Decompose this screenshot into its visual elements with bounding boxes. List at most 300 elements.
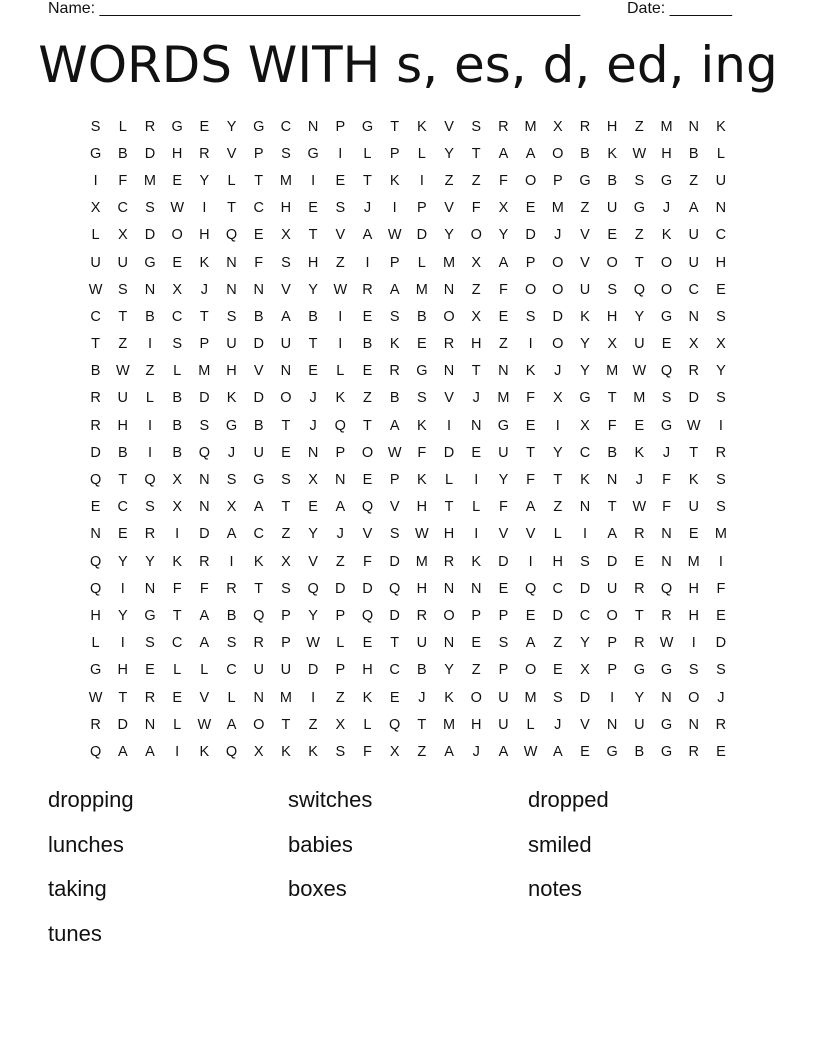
grid-cell: F	[363, 743, 372, 760]
grid-cell: U	[606, 580, 618, 597]
grid-cell: I	[419, 172, 424, 189]
grid-cell: Q	[389, 716, 401, 733]
grid-cell: R	[579, 118, 591, 135]
grid-cell: B	[417, 308, 427, 325]
grid-cell: D	[307, 662, 319, 679]
grid-cell: O	[660, 254, 673, 271]
grid-cell: E	[471, 444, 482, 461]
grid-cell: K	[471, 553, 482, 570]
grid-cell: L	[363, 145, 372, 162]
grid-cell: F	[526, 390, 536, 407]
grid-cell: N	[470, 580, 482, 597]
grid-cell: E	[362, 635, 373, 652]
grid-cell: K	[172, 553, 182, 570]
grid-cell: N	[606, 472, 618, 489]
grid-cell: F	[662, 499, 671, 516]
grid-cell: M	[442, 716, 456, 733]
grid-cell: L	[200, 662, 209, 679]
grid-cell: K	[199, 254, 210, 271]
grid-cell: O	[552, 254, 564, 271]
grid-cell: R	[199, 553, 210, 570]
grid-cell: H	[688, 580, 699, 597]
grid-cell: N	[144, 281, 156, 298]
grid-cell: V	[444, 118, 454, 135]
grid-cell: W	[115, 363, 130, 380]
grid-cell: D	[498, 553, 509, 570]
grid-cell: K	[308, 743, 318, 760]
grid-cell: N	[280, 363, 292, 380]
grid-cell: N	[307, 118, 319, 135]
grid-cell: X	[308, 472, 318, 489]
grid-cell: S	[389, 526, 400, 543]
grid-cell: T	[390, 118, 400, 135]
grid-cell: N	[443, 363, 455, 380]
grid-cell: Z	[471, 172, 481, 189]
grid-row	[82, 140, 742, 167]
grid-cell: E	[362, 308, 373, 325]
grid-cell: W	[659, 635, 674, 652]
grid-cell: N	[253, 689, 264, 706]
grid-cell: U	[498, 444, 509, 461]
grid-cell: Y	[580, 336, 590, 353]
grid-cell: W	[387, 444, 402, 461]
grid-cell: H	[416, 580, 428, 597]
grid-cell: Y	[308, 526, 318, 543]
grid-cell: T	[471, 145, 481, 162]
grid-cell: S	[498, 635, 509, 652]
grid-cell: A	[498, 254, 509, 271]
grid-cell: Q	[89, 472, 102, 489]
grid-cell: Z	[634, 227, 644, 244]
grid-cell: S	[281, 580, 291, 597]
grid-cell: B	[308, 308, 318, 325]
grid-cell: G	[361, 118, 374, 135]
grid-row	[82, 521, 742, 548]
grid-cell: X	[90, 200, 101, 217]
grid-cell: H	[606, 308, 618, 325]
grid-cell: T	[363, 172, 372, 189]
grid-cell: T	[254, 172, 264, 189]
grid-cell: Y	[199, 172, 210, 189]
grid-cell: Z	[634, 118, 644, 135]
grid-cell: P	[389, 254, 400, 271]
grid-cell: A	[444, 743, 454, 760]
grid-cell: N	[661, 526, 672, 543]
grid-cell: N	[606, 716, 618, 733]
grid-cell: D	[144, 227, 156, 244]
grid-cell: E	[308, 200, 318, 217]
grid-cell: O	[361, 444, 374, 461]
grid-cell: U	[280, 336, 292, 353]
grid-cell: G	[171, 118, 183, 135]
grid-cell: C	[715, 227, 727, 244]
grid-cell: S	[226, 472, 237, 489]
grid-cell: I	[175, 526, 180, 543]
grid-cell: C	[280, 118, 292, 135]
grid-cell: M	[415, 281, 428, 298]
grid-cell: D	[253, 336, 264, 353]
grid-cell: I	[229, 553, 234, 570]
grid-cell: Y	[716, 363, 726, 380]
grid-cell: G	[660, 308, 673, 325]
grid-cell: W	[632, 499, 647, 516]
grid-cell: X	[117, 227, 128, 244]
grid-cell: S	[145, 200, 155, 217]
grid-cell: U	[688, 499, 699, 516]
grid-cell: C	[171, 308, 183, 325]
grid-cell: D	[579, 689, 591, 706]
grid-cell: A	[226, 526, 237, 543]
grid-cell: X	[552, 390, 563, 407]
grid-cell: U	[253, 662, 264, 679]
grid-cell: I	[93, 172, 98, 189]
grid-cell: U	[416, 635, 428, 652]
grid-cell: J	[336, 526, 344, 543]
grid-cell: V	[362, 526, 373, 543]
grid-row	[82, 738, 742, 765]
grid-cell: I	[528, 553, 533, 570]
grid-cell: P	[498, 607, 509, 624]
grid-cell: T	[689, 444, 699, 461]
grid-cell: P	[471, 607, 482, 624]
grid-cell: Z	[553, 635, 563, 652]
grid-cell: N	[443, 281, 455, 298]
grid-cell: R	[144, 118, 156, 135]
grid-cell: G	[579, 172, 591, 189]
grid-cell: U	[688, 227, 699, 244]
grid-cell: U	[634, 336, 645, 353]
grid-cell: Q	[524, 580, 537, 597]
grid-cell: S	[281, 254, 291, 271]
grid-cell: E	[607, 227, 617, 244]
grid-cell: A	[335, 499, 346, 516]
grid-cell: Y	[498, 472, 509, 489]
grid-cell: Q	[334, 417, 346, 434]
grid-cell: R	[144, 526, 156, 543]
grid-cell: Y	[444, 662, 454, 679]
grid-cell: V	[580, 716, 590, 733]
grid-cell: G	[144, 254, 156, 271]
grid-cell: G	[660, 662, 673, 679]
word-list-item: babies	[288, 831, 353, 857]
grid-cell: V	[226, 145, 237, 162]
grid-cell: Y	[308, 281, 318, 298]
grid-cell: X	[172, 472, 182, 489]
grid-cell: B	[117, 145, 128, 162]
grid-cell: E	[145, 662, 155, 679]
grid-cell: J	[309, 417, 317, 434]
grid-cell: S	[90, 118, 101, 135]
grid-cell: A	[117, 743, 128, 760]
grid-cell: F	[172, 580, 182, 597]
grid-cell: J	[554, 716, 562, 733]
grid-cell: K	[417, 417, 427, 434]
grid-cell: Z	[471, 281, 481, 298]
grid-cell: N	[579, 499, 591, 516]
grid-cell: V	[444, 200, 454, 217]
grid-cell: Y	[634, 308, 645, 325]
grid-cell: E	[172, 254, 182, 271]
grid-cell: I	[120, 580, 125, 597]
grid-cell: W	[686, 417, 701, 434]
grid-cell: E	[172, 689, 182, 706]
grid-cell: G	[416, 363, 428, 380]
grid-cell: E	[281, 444, 291, 461]
grid-cell: N	[199, 499, 210, 516]
grid-cell: S	[580, 553, 590, 570]
grid-row	[82, 548, 742, 575]
word-list-item: tunes	[48, 920, 102, 946]
grid-cell: V	[580, 227, 590, 244]
grid-cell: R	[634, 526, 645, 543]
grid-cell: Y	[117, 553, 128, 570]
grid-cell: T	[363, 417, 372, 434]
grid-cell: T	[281, 716, 291, 733]
grid-cell: S	[117, 281, 128, 298]
grid-cell: I	[718, 417, 723, 434]
grid-row	[82, 331, 742, 358]
grid-cell: E	[498, 580, 509, 597]
grid-cell: K	[389, 336, 400, 353]
grid-cell: X	[688, 336, 699, 353]
grid-cell: A	[362, 227, 373, 244]
grid-cell: J	[554, 363, 562, 380]
grid-cell: Q	[361, 607, 374, 624]
grid-cell: F	[417, 444, 427, 461]
grid-cell: N	[144, 580, 156, 597]
grid-cell: C	[253, 200, 264, 217]
grid-cell: X	[607, 336, 617, 353]
grid-cell: L	[417, 254, 426, 271]
grid-cell: V	[335, 227, 346, 244]
grid-cell: Z	[689, 172, 699, 189]
grid-cell: D	[552, 308, 564, 325]
grid-cell: K	[661, 227, 672, 244]
grid-cell: R	[634, 580, 645, 597]
grid-cell: M	[279, 689, 292, 706]
grid-row	[82, 249, 742, 276]
grid-cell: O	[552, 281, 564, 298]
grid-cell: T	[118, 308, 128, 325]
grid-cell: J	[363, 200, 372, 217]
grid-cell: O	[688, 689, 700, 706]
grid-cell: H	[280, 200, 292, 217]
grid-cell: R	[226, 580, 237, 597]
grid-cell: T	[281, 417, 291, 434]
grid-cell: Z	[363, 390, 372, 407]
grid-cell: C	[688, 281, 699, 298]
grid-cell: I	[447, 417, 452, 434]
grid-cell: O	[552, 336, 564, 353]
grid-cell: X	[172, 499, 182, 516]
grid-cell: B	[389, 390, 400, 407]
grid-row	[82, 466, 742, 493]
grid-cell: G	[606, 743, 618, 760]
grid-cell: T	[254, 580, 264, 597]
grid-cell: T	[526, 444, 536, 461]
word-list-item: switches	[288, 787, 373, 812]
grid-cell: U	[90, 254, 101, 271]
grid-row	[82, 222, 742, 249]
grid-cell: R	[688, 743, 699, 760]
grid-cell: M	[442, 254, 456, 271]
grid-cell: G	[660, 743, 673, 760]
grid-cell: K	[335, 390, 346, 407]
grid-cell: P	[607, 662, 617, 679]
grid-cell: T	[199, 308, 209, 325]
grid-cell: E	[362, 472, 373, 489]
grid-cell: B	[172, 444, 182, 461]
grid-cell: O	[606, 607, 618, 624]
grid-cell: W	[523, 743, 538, 760]
grid-cell: Q	[89, 553, 102, 570]
grid-cell: A	[552, 743, 563, 760]
grid-cell: R	[498, 118, 509, 135]
grid-cell: D	[552, 607, 564, 624]
grid-cell: I	[365, 254, 370, 271]
grid-cell: C	[171, 635, 183, 652]
grid-cell: R	[715, 716, 727, 733]
grid-row	[82, 412, 742, 439]
grid-cell: F	[662, 472, 671, 489]
grid-cell: B	[580, 145, 590, 162]
grid-row	[82, 303, 742, 330]
grid-cell: P	[552, 172, 563, 189]
grid-cell: L	[444, 472, 454, 489]
grid-cell: D	[579, 580, 591, 597]
grid-cell: E	[417, 336, 427, 353]
grid-cell: H	[226, 363, 237, 380]
grid-cell: R	[715, 444, 727, 461]
grid-cell: L	[173, 662, 182, 679]
grid-cell: E	[716, 281, 726, 298]
page-title: WORDS WITH s, es, d, ed, ing	[38, 36, 778, 94]
grid-row	[82, 167, 742, 194]
grid-cell: B	[172, 417, 182, 434]
grid-cell: L	[336, 363, 345, 380]
grid-cell: M	[551, 200, 564, 217]
grid-cell: F	[498, 172, 508, 189]
grid-cell: S	[281, 472, 291, 489]
grid-cell: W	[88, 281, 103, 298]
grid-cell: J	[472, 390, 480, 407]
grid-cell: P	[389, 145, 400, 162]
grid-cell: T	[471, 363, 481, 380]
grid-cell: A	[389, 417, 400, 434]
grid-cell: Q	[361, 499, 374, 516]
grid-cell: V	[498, 526, 509, 543]
grid-cell: D	[443, 444, 455, 461]
grid-cell: J	[635, 472, 643, 489]
grid-cell: Y	[498, 227, 509, 244]
grid-cell: A	[281, 308, 291, 325]
grid-cell: S	[471, 118, 482, 135]
grid-cell: K	[444, 689, 454, 706]
grid-cell: S	[716, 499, 726, 516]
grid-cell: L	[227, 172, 236, 189]
grid-cell: P	[253, 145, 264, 162]
grid-cell: G	[633, 200, 645, 217]
grid-cell: P	[607, 635, 617, 652]
grid-cell: G	[144, 607, 156, 624]
grid-cell: N	[443, 635, 455, 652]
grid-cell: X	[498, 200, 509, 217]
grid-cell: N	[498, 363, 509, 380]
date-field-label: Date: _______	[627, 0, 732, 17]
grid-cell: S	[634, 172, 645, 189]
grid-cell: N	[661, 689, 672, 706]
grid-cell: K	[716, 118, 726, 135]
grid-cell: H	[661, 145, 672, 162]
grid-cell: U	[226, 336, 237, 353]
grid-cell: L	[336, 635, 345, 652]
grid-row	[82, 195, 742, 222]
grid-cell: N	[226, 281, 237, 298]
grid-cell: K	[525, 363, 536, 380]
grid-cell: D	[335, 580, 346, 597]
grid-cell: D	[117, 716, 129, 733]
grid-cell: I	[147, 444, 152, 461]
grid-cell: N	[144, 716, 156, 733]
grid-cell: N	[688, 716, 699, 733]
grid-cell: Z	[417, 743, 427, 760]
grid-cell: Q	[225, 227, 238, 244]
grid-cell: Y	[117, 607, 128, 624]
grid-cell: H	[470, 716, 482, 733]
grid-cell: S	[716, 472, 726, 489]
grid-cell: O	[552, 145, 564, 162]
grid-cell: J	[662, 444, 671, 461]
grid-cell: Y	[552, 444, 563, 461]
grid-cell: U	[634, 716, 645, 733]
grid-cell: I	[202, 200, 207, 217]
grid-cell: Q	[307, 580, 319, 597]
grid-cell: H	[552, 553, 564, 570]
grid-row	[82, 439, 742, 466]
grid-cell: C	[117, 200, 129, 217]
grid-cell: S	[716, 390, 726, 407]
grid-cell: A	[498, 145, 509, 162]
grid-cell: G	[497, 417, 510, 434]
grid-cell: Y	[444, 227, 454, 244]
grid-cell: M	[633, 390, 646, 407]
grid-cell: X	[552, 118, 563, 135]
grid-cell: E	[716, 743, 726, 760]
grid-cell: L	[227, 689, 236, 706]
grid-cell: L	[118, 118, 127, 135]
grid-cell: K	[607, 145, 617, 162]
grid-cell: B	[607, 172, 617, 189]
grid-cell: I	[718, 553, 723, 570]
grid-cell: O	[443, 607, 455, 624]
grid-cell: E	[634, 553, 645, 570]
grid-cell: E	[552, 662, 563, 679]
grid-cell: B	[253, 417, 264, 434]
grid-cell: A	[199, 635, 210, 652]
grid-cell: J	[309, 390, 317, 407]
grid-cell: L	[363, 716, 372, 733]
grid-cell: P	[199, 336, 210, 353]
grid-cell: D	[525, 227, 536, 244]
grid-cell: I	[175, 743, 180, 760]
grid-cell: B	[253, 308, 264, 325]
grid-cell: T	[607, 390, 617, 407]
grid-cell: M	[524, 118, 537, 135]
grid-cell: I	[120, 635, 125, 652]
word-list-item: boxes	[288, 876, 347, 901]
grid-cell: R	[416, 607, 428, 624]
grid-cell: E	[199, 118, 210, 135]
